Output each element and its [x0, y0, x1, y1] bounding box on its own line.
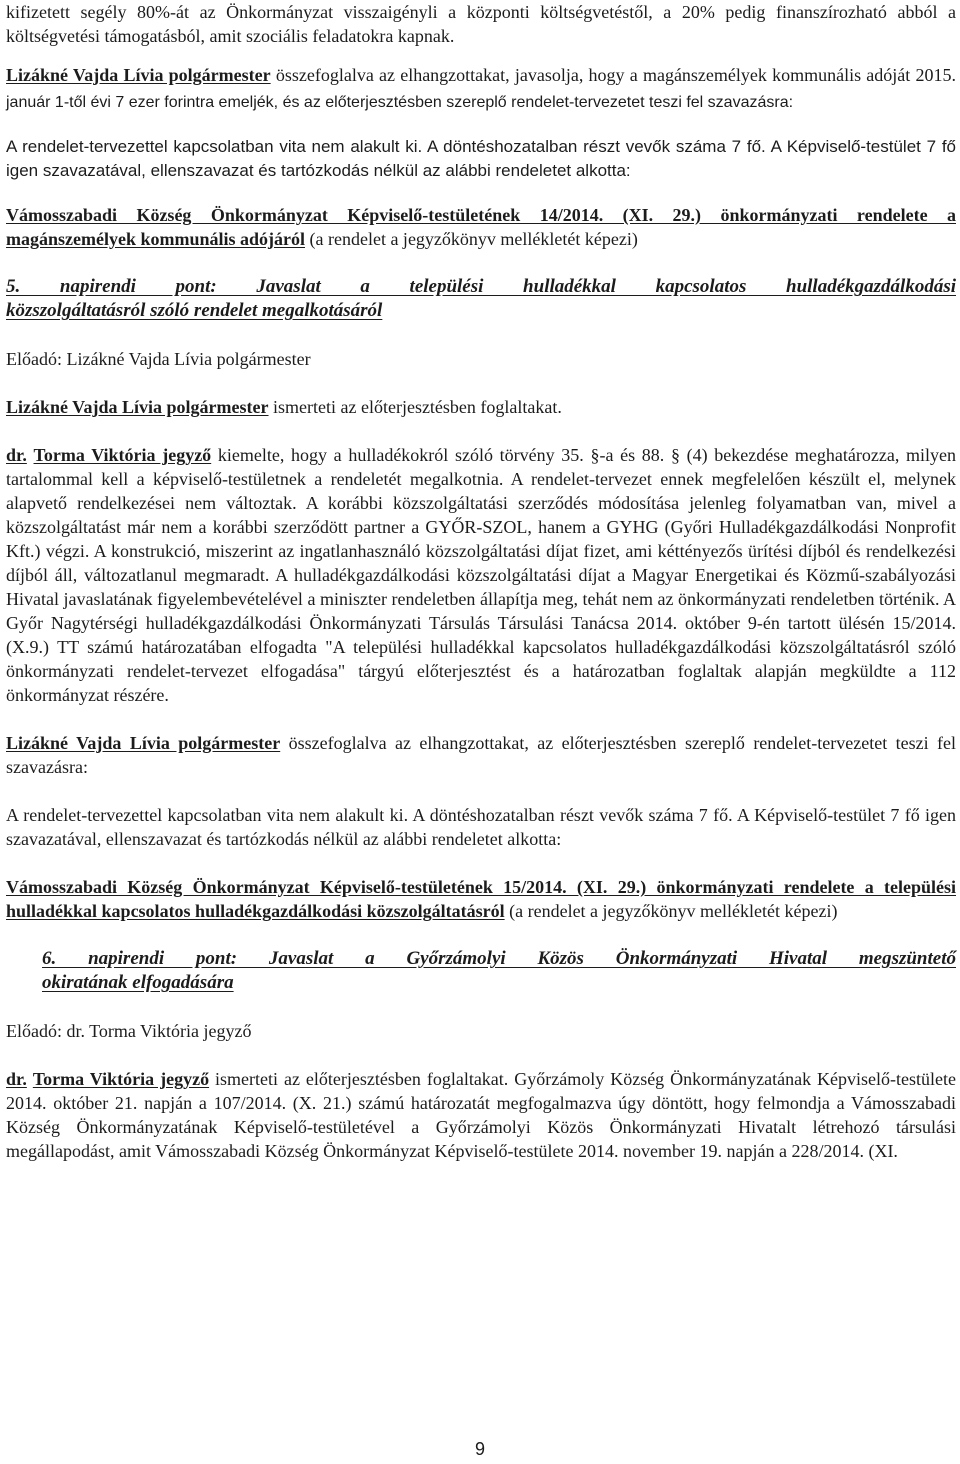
notary-prefix: dr. [6, 445, 27, 465]
vote-text-a: A rendelet-tervezettel kapcsolatban vita nem alakult ki. A döntéshozatalban részt vevők száma 7 fő. [6, 137, 766, 156]
agenda-item-5-heading-line1: 5. napirendi pont: Javaslat a települési hulladékkal kapcsolatos hulladékgazdálkodási [6, 276, 956, 297]
paragraph-mayor-proposal [6, 63, 956, 115]
notary-text: kiemelte, hogy a hulladékokról szóló törvény 35. §-a és 88. § (4) bekezdése meghatározza, milyen tartalommal kell a képviselő-testületnek a rendeletét megalkotnia. A rendelet-tervezet ennek megfelelően készült el, melynek alapvető rendelkezései nem változtak. A korábbi közszolgáltatási szerződés módosítása jelenleg folyamatban van, mivel a közszolgáltatást már nem a korábbi szerződött partner a GYŐR-SZOL, hanem a GYHG (Győri Hulladékgazdálkodási Nonprofit Kft.) végzi. A konstrukció, miszerint az ingatlanhasználó közszolgáltatási díjat fizet, ami kéttényezős ürítési díjból és rendelkezési díjból áll, változatlanul megmaradt. A hulladékgazdálkodási közszolgáltatási díjat a Magyar Energetikai és Közmű-szabályozási Hivatal javaslatának figyelembevételével a miniszter rendeletben állapítja meg, tehát nem az önkormányzati rendeletben történik. A Győr Nagytérségi hulladékgazdálkodási Önkormányzati Társulás Társulási Tanácsa 2014. október 9-én tartott ülésén 15/2014. (X.9.) TT számú határozatában elfogadta "A települési hulladékkal kapcsolatos hulladékgazdálkodási közszolgáltatásról szóló önkormányzati rendelet-tervezet elfogadása" tárgyú előterjesztést és a határozatban foglaltak alapján megküldte a 112 önkormányzat részére. [6, 445, 956, 705]
agenda-item-5-presenter: Előadó: Lizákné Vajda Lívia polgármester [6, 349, 311, 369]
summary-text: összefoglalva az elhangzottakat, az előterjesztésben szereplő rendelet-tervezetet teszi fel szavazásra: [6, 733, 956, 777]
proposal-text-a: összefoglalva az elhangzottakat, javasolja, hogy a magánszemélyek kommunális adóját 2015. [270, 65, 956, 85]
agenda-item-6-heading-line1: 6. napirendi pont: Javaslat a Győrzámolyi Közös Önkormányzati Hivatal megszüntető [42, 948, 956, 969]
intro-speaker: Lizákné Vajda Lívia polgármester [6, 397, 269, 417]
notary-6-text: ismerteti az előterjesztésben foglaltakat. Győrzámoly Község Önkormányzatának Képviselő-testülete 2014. október 21. napján a 107/2014. (X. 21.) számú határozatát megfogalmazva úgy döntött, hogy felmondja a Vámosszabadi Község Önkormányzatának Képviselő-testületével a Győrzámolyi Közös Önkormányzati Hivatalt létrehozó társulási megállapodást, amit Vámosszabadi Község Önkormányzat Képviselő-testülete 2014. november 19. napján a 228/2014. (XI. [6, 1069, 957, 1161]
speaker-name: Lizákné Vajda Lívia polgármester [6, 65, 271, 85]
agenda-item-5-heading-line2: közszolgáltatásról szóló rendelet megalkotásáról [6, 300, 383, 321]
proposal-text-b: január 1-től évi 7 ezer forintra emeljék, és az előterjesztésben szereplő rendelet-tervezetet teszi fel szavazásra: [6, 94, 794, 111]
agenda-item-5-vote: A rendelet-tervezettel kapcsolatban vita nem alakult ki. A döntéshozatalban részt vevők száma 7 fő. A Képviselő-testület 7 fő igen szavazatával, ellenszavazat és tartózkodás nélkül az alábbi rendeletet alkotta: [6, 805, 956, 849]
page-number: 9 [474, 1439, 485, 1459]
notary-6-prefix: dr. [6, 1069, 27, 1089]
intro-text: ismerteti az előterjesztésben foglaltakat. [268, 397, 562, 417]
agenda-item-5-heading [6, 275, 956, 323]
notary-6-name: Torma Viktória jegyző [32, 1069, 210, 1089]
document-page [6, 0, 956, 1464]
decree-15-note: (a rendelet a jegyzőkönyv mellékletét képezi) [504, 901, 838, 921]
summary-speaker: Lizákné Vajda Lívia polgármester [6, 733, 281, 753]
paragraph-decree-15 [6, 875, 956, 923]
paragraph-vote [6, 135, 956, 183]
agenda-item-5-intro [6, 395, 956, 419]
paragraph-decree-14 [6, 203, 956, 251]
decree-15-title: Vámosszabadi Község Önkormányzat Képviselő-testületének 15/2014. (XI. 29.) önkormányzati rendelete a települési hulladékkal kapcsolatos hulladékgazdálkodási közszolgáltatásról [6, 877, 956, 921]
agenda-item-5-summary [6, 731, 956, 779]
agenda-item-6-notary-paragraph [6, 1067, 956, 1163]
notary-name: Torma Viktória jegyző [33, 445, 212, 465]
vote-text-b: A Képviselő-testület 7 fő igen szavazatával, ellenszavazat és tartózkodás nélkül az alábbi rendeletet alkotta: [6, 137, 957, 180]
agenda-item-6-heading [6, 947, 956, 995]
agenda-item-6-heading-line2: okiratának elfogadására [42, 972, 234, 993]
agenda-item-5-notary-paragraph [6, 443, 956, 707]
agenda-item-6-presenter: Előadó: dr. Torma Viktória jegyző [6, 1021, 252, 1041]
decree-14-note: (a rendelet a jegyzőkönyv mellékletét képezi) [305, 229, 638, 249]
decree-14-title: Vámosszabadi Község Önkormányzat Képviselő-testületének 14/2014. (XI. 29.) önkormányzati rendelete a magánszemélyek kommunális adójáról [6, 205, 956, 249]
paragraph-subsidy: kifizetett segély 80%-át az Önkormányzat visszaigényli a központi költségvetéstől, a 20% pedig finanszírozható abból a költségvetési támogatásból, amit szociális feladatokra kapnak. [6, 2, 956, 46]
